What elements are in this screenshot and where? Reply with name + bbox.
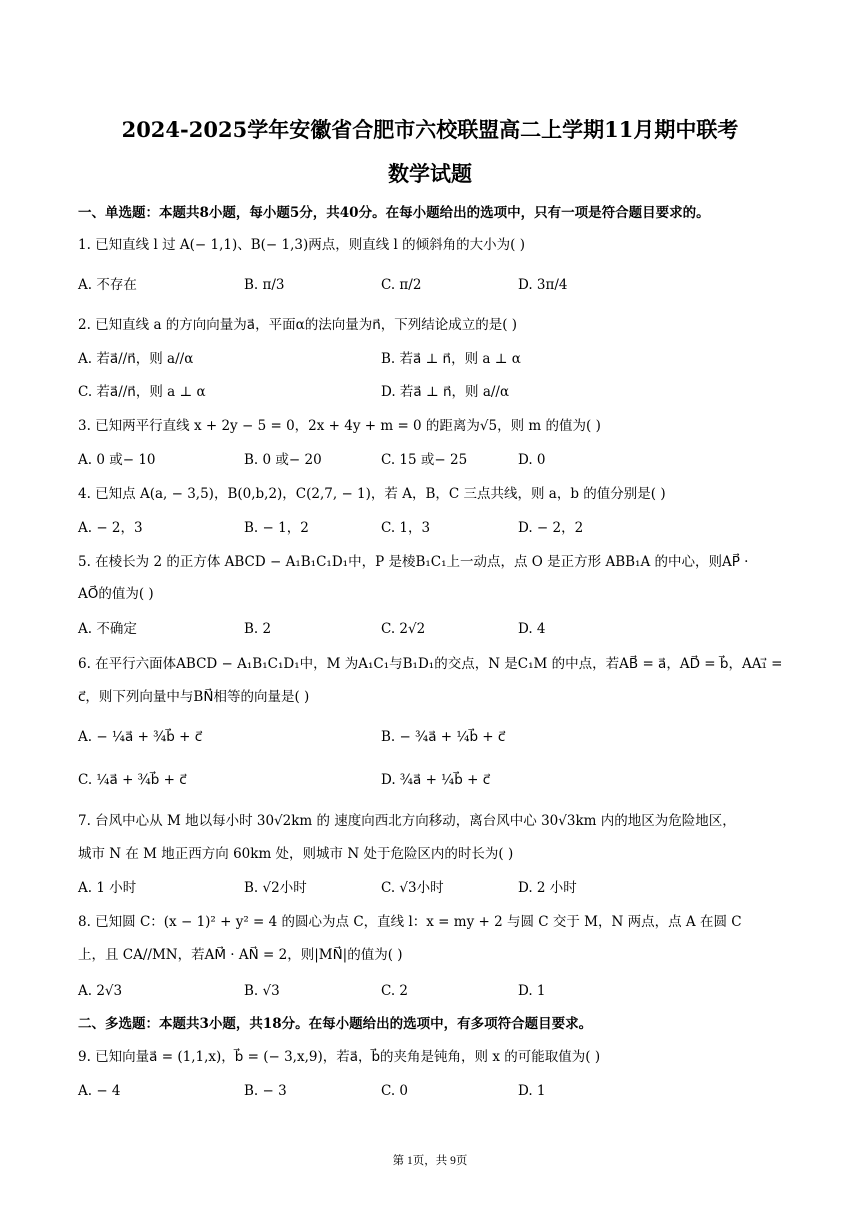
question-7-option-d: D. 2 小时 xyxy=(518,880,577,896)
question-1-option-d: D. 3π/4 xyxy=(518,277,568,293)
question-5-option-b: B. 2 xyxy=(244,621,272,637)
exam-subtitle: 数学试题 xyxy=(388,161,472,186)
question-6-option-c: C. ¼a⃗ + ¾b⃗ + c⃗ xyxy=(78,772,187,788)
question-5-option-c: C. 2√2 xyxy=(381,621,426,637)
question-8-option-a: A. 2√3 xyxy=(78,983,123,999)
question-2-option-c: C. 若a⃗//n⃗，则 a ⊥ α xyxy=(78,384,206,400)
question-3-option-a: A. 0 或− 10 xyxy=(78,452,156,468)
question-4-option-d: D. − 2，2 xyxy=(518,520,584,536)
question-6-option-d: D. ¾a⃗ + ¼b⃗ + c⃗ xyxy=(381,772,491,788)
question-2-stem: 2. 已知直线 a 的方向向量为a⃗，平面α的法向量为n⃗，下列结论成立的是( ) xyxy=(78,317,518,333)
question-5-stem: 5. 在棱长为 2 的正方体 ABCD − A₁B₁C₁D₁中，P 是棱B₁C₁上一动点，点 O 是正方形 ABB₁A 的中心，则AP⃗ · xyxy=(78,554,749,570)
question-3-option-d: D. 0 xyxy=(518,452,546,468)
question-4-option-c: C. 1，3 xyxy=(381,520,431,536)
question-3-option-b: B. 0 或− 20 xyxy=(244,452,322,468)
question-5-option-a: A. 不确定 xyxy=(78,621,137,637)
question-5-stem-continued: AO⃗的值为( ) xyxy=(78,586,154,602)
section-heading-multiple-choice: 二、多选题：本题共3小题，共18分。在每小题给出的选项中，有多项符合题目要求。 xyxy=(78,1016,593,1032)
question-6-option-a: A. − ¼a⃗ + ¾b⃗ + c⃗ xyxy=(78,729,203,745)
question-9-option-b: B. − 3 xyxy=(244,1083,287,1099)
question-9-option-c: C. 0 xyxy=(381,1083,409,1099)
question-8-stem-continued: 上，且 CA//MN，若AM⃗ · AN⃗ = 2，则|MN⃗|的值为( ) xyxy=(78,947,403,963)
exam-title: 2024-2025学年安徽省合肥市六校联盟高二上学期11月期中联考 xyxy=(121,117,739,142)
question-8-option-d: D. 1 xyxy=(518,983,546,999)
question-4-option-b: B. − 1，2 xyxy=(244,520,309,536)
question-2-option-a: A. 若a⃗//n⃗，则 a//α xyxy=(78,351,194,367)
question-5-option-d: D. 4 xyxy=(518,621,546,637)
question-6-stem-continued: c⃗，则下列向量中与BN⃗相等的向量是( ) xyxy=(78,689,310,705)
question-6-option-b: B. − ¾a⃗ + ¼b⃗ + c⃗ xyxy=(381,729,506,745)
question-1-option-a: A. 不存在 xyxy=(78,277,137,293)
question-1-option-b: B. π/3 xyxy=(244,277,285,293)
question-2-option-b: B. 若a⃗ ⊥ n⃗，则 a ⊥ α xyxy=(381,351,521,367)
question-8-option-c: C. 2 xyxy=(381,983,409,999)
question-8-option-b: B. √3 xyxy=(244,983,280,999)
question-4-option-a: A. − 2，3 xyxy=(78,520,143,536)
question-9-option-a: A. − 4 xyxy=(78,1083,121,1099)
question-7-stem-continued: 城市 N 在 M 地正西方向 60km 处，则城市 N 处于危险区内的时长为( ) xyxy=(78,846,514,862)
section-heading-single-choice: 一、单选题：本题共8小题，每小题5分，共40分。在每小题给出的选项中，只有一项是符合题目要求的。 xyxy=(78,205,710,221)
question-7-option-b: B. √2小时 xyxy=(244,880,307,896)
page-footer: 第 1页，共 9页 xyxy=(392,1155,468,1167)
question-7-stem: 7. 台风中心从 M 地以每小时 30√2km 的 速度向西北方向移动，离台风中心 30√3km 内的地区为危险地区， xyxy=(78,813,736,829)
question-3-option-c: C. 15 或− 25 xyxy=(381,452,468,468)
question-4-stem: 4. 已知点 A(a, − 3,5)，B(0,b,2)，C(2,7, − 1)，若 A，B，C 三点共线，则 a，b 的值分别是( ) xyxy=(78,486,666,502)
question-7-option-c: C. √3小时 xyxy=(381,880,444,896)
question-7-option-a: A. 1 小时 xyxy=(78,880,137,896)
question-6-stem: 6. 在平行六面体ABCD − A₁B₁C₁D₁中，M 为A₁C₁与B₁D₁的交点，N 是C₁M 的中点，若AB⃗ = a⃗，AD⃗ = b⃗，AA₁⃗ = xyxy=(78,656,783,672)
question-8-stem: 8. 已知圆 C：(x − 1)² + y² = 4 的圆心为点 C，直线 l：x = my + 2 与圆 C 交于 M，N 两点，点 A 在圆 C xyxy=(78,914,742,930)
question-2-option-d: D. 若a⃗ ⊥ n⃗，则 a//α xyxy=(381,384,510,400)
question-9-stem: 9. 已知向量a⃗ = (1,1,x)，b⃗ = (− 3,x,9)，若a⃗，b⃗的夹角是钝角，则 x 的可能取值为( ) xyxy=(78,1049,601,1065)
question-9-option-d: D. 1 xyxy=(518,1083,546,1099)
question-3-stem: 3. 已知两平行直线 x + 2y − 5 = 0，2x + 4y + m = 0 的距离为√5，则 m 的值为( ) xyxy=(78,418,601,434)
question-1-stem: 1. 已知直线 l 过 A(− 1,1)、B(− 1,3)两点，则直线 l 的倾斜角的大小为( ) xyxy=(78,237,525,253)
question-1-option-c: C. π/2 xyxy=(381,277,422,293)
